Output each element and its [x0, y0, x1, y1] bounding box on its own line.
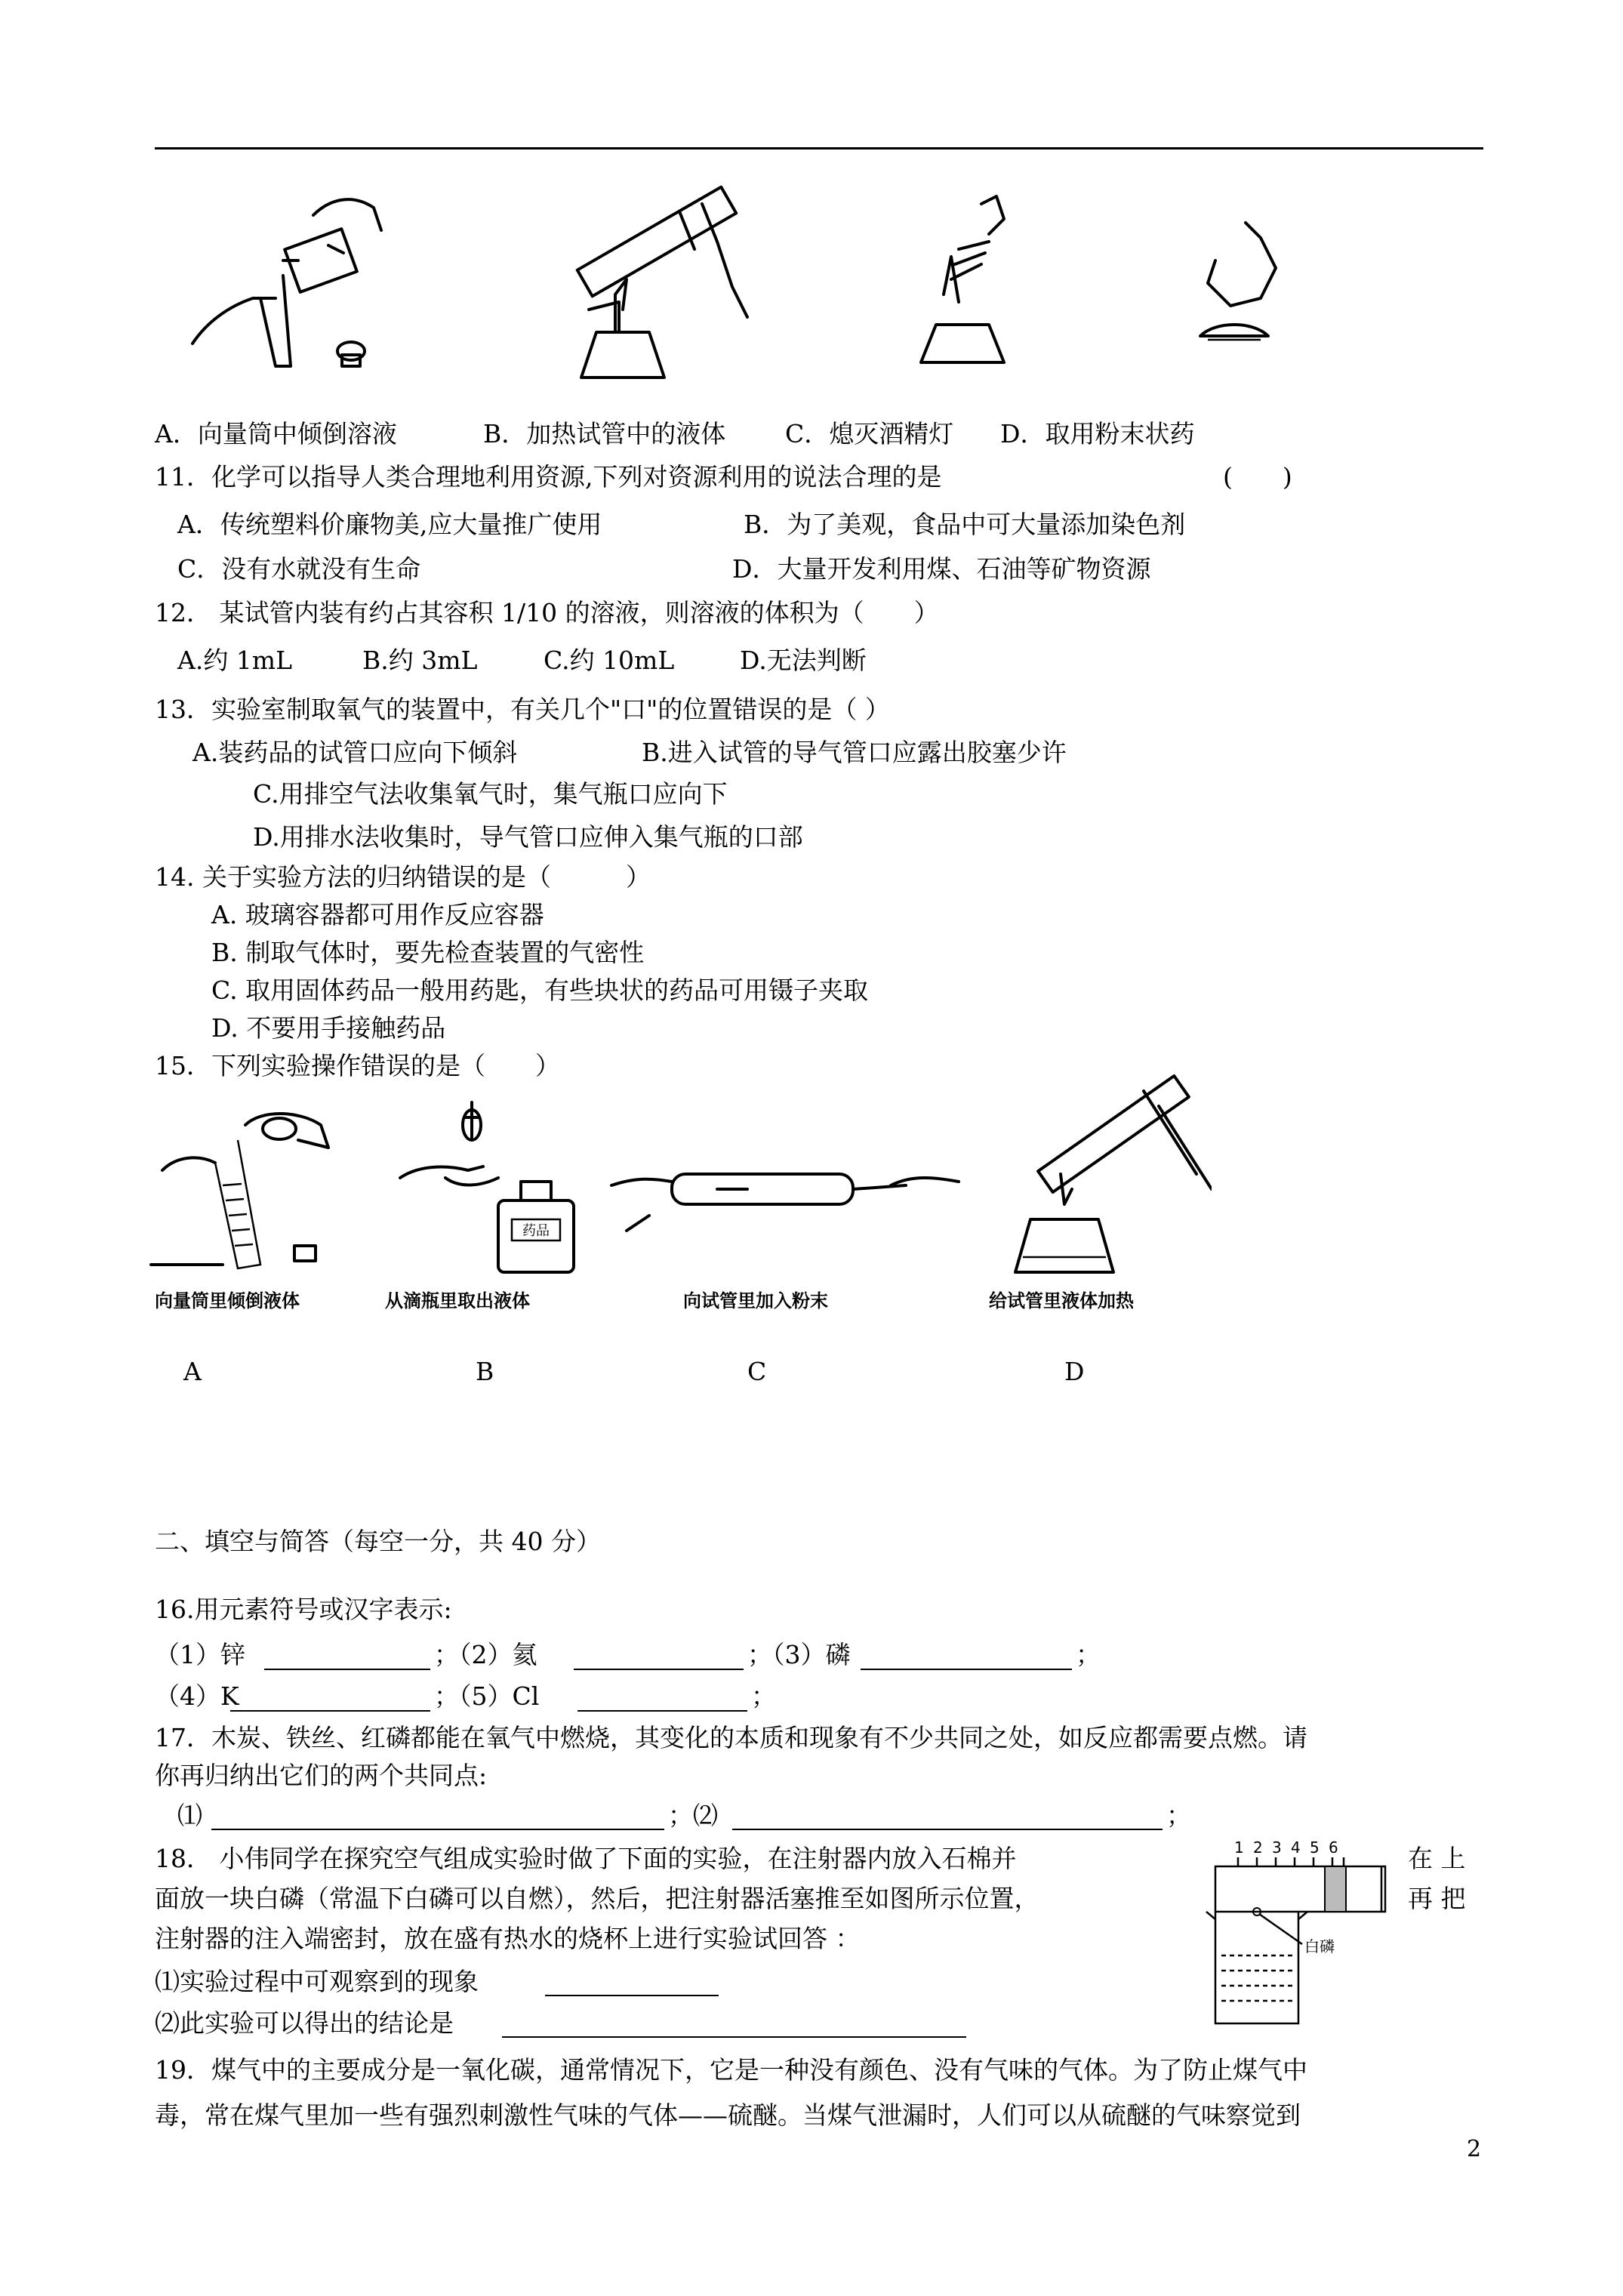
q17-blank2-label: ；⑵	[668, 1801, 718, 1830]
q16-item3-label: ；（3）磷	[747, 1640, 851, 1669]
q12-option-c: C.约 10mL	[544, 646, 675, 675]
q15-letter-b: B	[476, 1357, 494, 1386]
q16-item1-label: （1）锌	[155, 1640, 245, 1669]
q18-scale-1: 1	[1234, 1838, 1244, 1857]
q14-option-c: C. 取用固体药品一般用药匙，有些块状的药品可用镊子夹取	[211, 975, 869, 1005]
q15-figure-b-dropper	[385, 1095, 581, 1276]
q13-option-d: D.用排水法收集时，导气管口应伸入集气瓶的口部	[253, 822, 803, 852]
q18-scale-6: 6	[1329, 1838, 1338, 1857]
q16-blank-3[interactable]	[861, 1669, 1072, 1670]
q15-figure-a-pour-cylinder	[147, 1095, 343, 1276]
q17-blank-2[interactable]	[732, 1829, 1163, 1830]
q17-end: ；	[1166, 1801, 1191, 1830]
q17-line2: 你再归纳出它们的两个共同点:	[155, 1761, 488, 1790]
q18-part1: ⑴实验过程中可观察到的现象	[155, 1967, 479, 1996]
q16-blank-5[interactable]	[577, 1710, 747, 1712]
q18-scale-5: 5	[1310, 1838, 1320, 1857]
q15-letter-c: C	[747, 1357, 767, 1386]
section2-title: 二、填空与简答（每空一分，共 40 分）	[155, 1527, 601, 1556]
q18-line2-tail: 再 把	[1408, 1884, 1466, 1913]
q17-line1: 17．木炭、铁丝、红磷都能在氧气中燃烧，其变化的本质和现象有不少共同之处，如反应都需要点燃。请	[155, 1723, 1307, 1752]
q14-stem: 14. 关于实验方法的归纳错误的是（ ）	[155, 862, 651, 892]
q16-item2-label: ；（2）氦	[434, 1640, 537, 1669]
q12-option-d: D.无法判断	[740, 646, 867, 675]
q18-line1-tail: 在 上	[1408, 1844, 1466, 1873]
q18-white-phosphorus-label: 白磷	[1304, 1937, 1335, 1955]
q16-blank-1[interactable]	[264, 1669, 430, 1670]
q11-stem: 11．化学可以指导人类合理地利用资源,下列对资源利用的说法合理的是	[155, 462, 942, 492]
q13-option-c: C.用排空气法收集氧气时，集气瓶口应向下	[253, 779, 728, 809]
q11-option-a: A．传统塑料价廉物美,应大量推广使用	[177, 510, 602, 539]
q10-figure-extinguish-lamp	[913, 189, 1064, 378]
q15-figure-c-powder	[604, 1155, 966, 1246]
q18-line3: 注射器的注入端密封，放在盛有热水的烧杯上进行实验试回答 ：	[155, 1924, 861, 1953]
q15-caption-c: 向试管里加入粉末	[683, 1290, 828, 1311]
q18-scale-4: 4	[1291, 1838, 1301, 1857]
q14-option-a: A. 玻璃容器都可用作反应容器	[211, 900, 544, 929]
q10-option-a: A．向量筒中倾倒溶液	[155, 419, 397, 448]
q12-option-b: B.约 3mL	[362, 646, 478, 675]
q15-figure-d-heat-liquid	[970, 1068, 1212, 1287]
page-number: 2	[1467, 2136, 1482, 2162]
header-rule	[155, 147, 1483, 149]
q18-line1: 18． 小伟同学在探究空气组成实验时做了下面的实验，在注射器内放入石棉并	[155, 1844, 1017, 1873]
q16-stem: 16.用元素符号或汉字表示:	[155, 1595, 452, 1624]
q15-caption-d: 给试管里液体加热	[989, 1290, 1134, 1311]
q14-option-b: B. 制取气体时，要先检查装置的气密性	[211, 938, 645, 967]
q19-line2: 毒，常在煤气里加一些有强烈刺激性气味的气体——硫醚。当煤气泄漏时，人们可以从硫醚的气味察觉到	[155, 2100, 1301, 2130]
q13-stem: 13．实验室制取氧气的装置中，有关几个"口"的位置错误的是（ ）	[155, 695, 890, 724]
q17-blank1-label: ⑴	[177, 1801, 202, 1830]
q16-line2-end: ；	[751, 1681, 776, 1711]
q11-answer-paren: ( )	[1223, 462, 1292, 492]
q18-syringe-apparatus-figure	[1185, 1835, 1389, 2035]
q15-bottle-label: 药品	[522, 1223, 550, 1239]
q10-option-c: C．熄灭酒精灯	[785, 419, 954, 448]
q17-blank-1[interactable]	[211, 1829, 664, 1830]
q18-blank-1[interactable]	[545, 1995, 719, 1996]
q11-option-c: C．没有水就没有生命	[177, 554, 421, 584]
q11-option-d: D．大量开发利用煤、石油等矿物资源	[732, 554, 1151, 584]
q10-figure-pour-cylinder	[177, 185, 404, 381]
q12-option-a: A.约 1mL	[177, 646, 293, 675]
q16-item4-label: （4）K	[155, 1681, 239, 1711]
q15-caption-a: 向量筒里倾倒液体	[155, 1290, 300, 1311]
q18-scale-2: 2	[1253, 1838, 1263, 1857]
q15-letter-a: A	[183, 1357, 202, 1386]
q16-blank-2[interactable]	[574, 1669, 744, 1670]
q10-figure-take-powder	[1170, 215, 1306, 374]
q11-option-b: B．为了美观，食品中可大量添加染色剂	[744, 510, 1186, 539]
q15-caption-b: 从滴瓶里取出液体	[385, 1290, 530, 1311]
q12-stem: 12． 某试管内装有约占其容积 1/10 的溶液，则溶液的体积为（ ）	[155, 598, 939, 627]
q15-letter-d: D	[1064, 1357, 1085, 1386]
q13-option-b: B.进入试管的导气管口应露出胶塞少许	[642, 738, 1067, 767]
q16-blank-4[interactable]	[230, 1710, 430, 1712]
q18-scale-3: 3	[1272, 1838, 1282, 1857]
q16-item5-label: ；（5）Cl	[434, 1681, 540, 1711]
q18-line2: 面放一块白磷（常温下白磷可以自燃），然后，把注射器活塞推至如图所示位置，	[155, 1884, 1039, 1913]
q16-line1-end: ；	[1076, 1640, 1101, 1669]
q14-option-d: D. 不要用手接触药品	[211, 1013, 446, 1043]
q10-option-d: D．取用粉末状药	[1000, 419, 1195, 448]
q15-stem: 15．下列实验操作错误的是（ ）	[155, 1051, 560, 1080]
q18-blank-2[interactable]	[502, 2036, 966, 2038]
q10-figure-heat-tube	[544, 181, 770, 385]
q13-option-a: A.装药品的试管口应向下倾斜	[192, 738, 518, 767]
q10-option-b: B．加热试管中的液体	[483, 419, 726, 448]
q18-part2: ⑵此实验可以得出的结论是	[155, 2008, 454, 2038]
q19-line1: 19．煤气中的主要成分是一氧化碳，通常情况下，它是一种没有颜色、没有气味的气体。为了防止煤气中	[155, 2055, 1307, 2085]
